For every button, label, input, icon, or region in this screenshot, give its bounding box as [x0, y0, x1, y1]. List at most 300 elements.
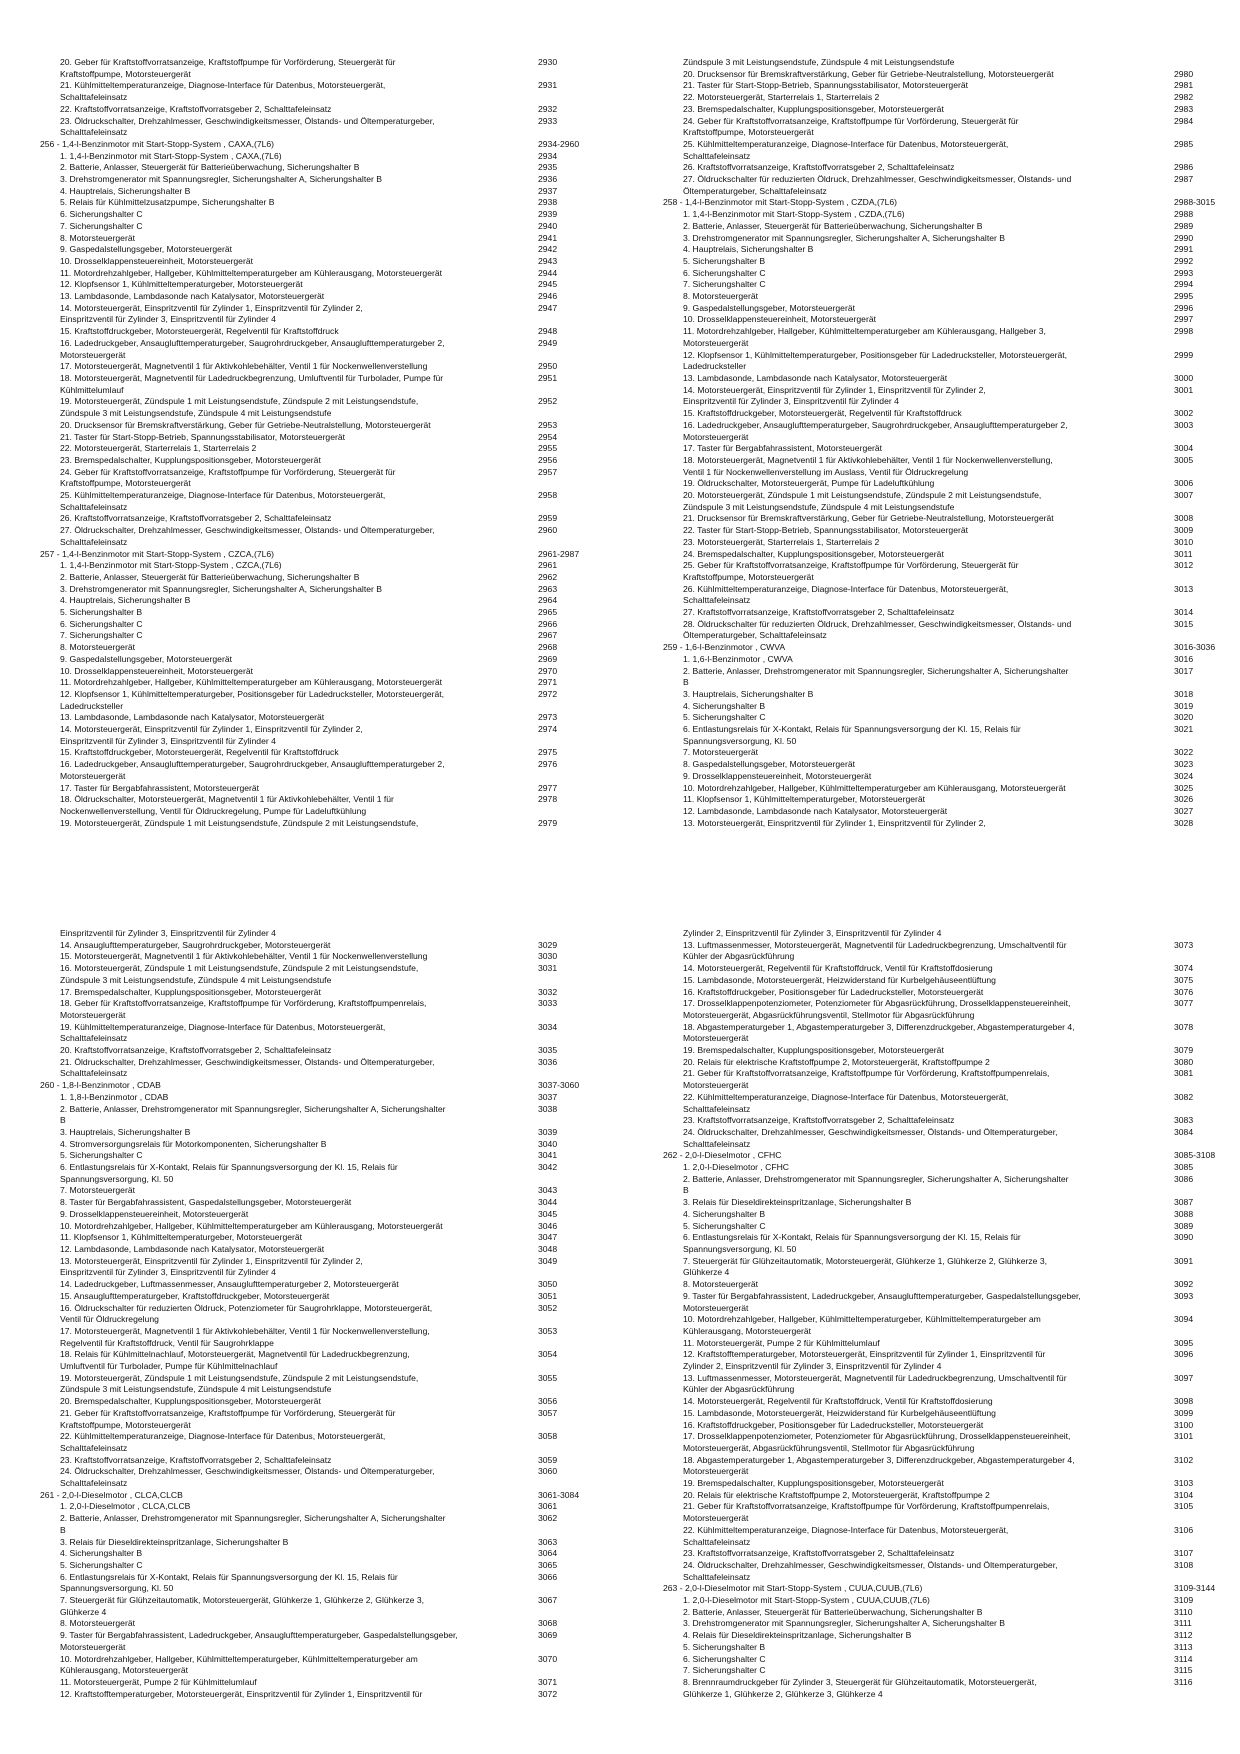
index-entry: [60, 1396, 558, 1408]
entry-text: 18. Relais für Kühlmittelnachlauf, Motorsteuergerät, Magnetventil für Ladedruckbegrenzung,: [60, 1349, 410, 1360]
index-entry: [683, 963, 1194, 975]
entry-page-number: 3015: [1174, 618, 1194, 629]
entry-text: 14. Motorsteuergerät, Regelventil für Kraftstoffdruck, Ventil für Kraftstoffdosierung: [683, 963, 993, 974]
entry-page-number: 3049: [538, 1255, 558, 1266]
index-entry: [60, 1220, 558, 1233]
entry-page-number: 3114: [1174, 1653, 1193, 1664]
index-entry: [60, 607, 558, 619]
section-page-range: 3016-3036: [1174, 642, 1216, 653]
entry-page-number: 3002: [1174, 408, 1194, 419]
entry-page-number: 3014: [1174, 607, 1194, 618]
index-entry: [683, 186, 1133, 198]
entry-page-number: 3042: [538, 1162, 558, 1173]
entry-text: Spannungsversorgung, Kl. 50: [683, 1243, 797, 1254]
index-entry: [683, 1513, 1133, 1525]
entry-page-number: 3074: [1174, 963, 1194, 974]
index-entry: [60, 408, 500, 420]
entry-text: 9. Gaspedalstellungsgeber, Motorsteuergerät: [683, 302, 855, 313]
entry-page-number: 3075: [1174, 974, 1194, 985]
entry-page-number: 2930: [538, 57, 558, 67]
entry-page-number: 3082: [1174, 1091, 1194, 1102]
entry-page-number: 2935: [538, 162, 558, 173]
index-entry: [60, 951, 558, 963]
entry-text: Motorsteuergerät: [683, 1302, 749, 1313]
entry-text: 5. Relais für Kühlmittelzusatzpumpe, Sicherungshalter B: [60, 197, 275, 208]
entry-text: Motorsteuergerät: [683, 337, 749, 348]
entry-page-number: 3072: [538, 1688, 558, 1699]
entry-page-number: 2973: [538, 712, 558, 723]
entry-text: 27. Öldruckschalter, Drehzahlmesser, Geschwindigkeitsmesser, Ölstands- und Öltemperaturgeber,: [60, 525, 435, 536]
index-entry: [683, 1056, 1194, 1069]
entry-text: 20. Relais für elektrische Kraftstoffpumpe 2, Motorsteuergerät, Kraftstoffpumpe 2: [683, 1056, 990, 1067]
index-column-right: [663, 928, 1216, 1700]
entry-text: 12. Kraftstofftemperaturgeber, Motorsteuergerät, Einspritzventil für Zylinder 1, Einspritzventil für: [60, 1688, 423, 1699]
index-entry: [60, 1525, 500, 1537]
entry-text: Schalttafeleinsatz: [683, 150, 751, 161]
index-entry: [683, 1080, 1133, 1092]
entry-text: Motorsteuergerät: [683, 431, 749, 442]
index-entry: [683, 1173, 1194, 1186]
entry-text: 22. Kraftstoffvorratsanzeige, Kraftstoffvorratsgeber 2, Schalttafeleinsatz: [60, 103, 332, 114]
entry-text: 1. 1,4-l-Benzinmotor mit Start-Stopp-System , CAXA,(7L6): [60, 150, 282, 161]
entry-text: Kühlerausgang, Motorsteuergerät: [683, 1325, 812, 1336]
entry-page-number: 3102: [1174, 1454, 1194, 1465]
index-entry: [60, 396, 558, 408]
entry-text: 23. Kraftstoffvorratsanzeige, Kraftstoffvorratsgeber 2, Schalttafeleinsatz: [60, 1454, 332, 1465]
index-entry: [60, 1677, 558, 1689]
index-entry: [683, 467, 1133, 479]
index-entry: [683, 630, 1133, 642]
entry-text: 20. Motorsteuergerät, Zündspule 1 mit Leistungsendstufe, Zündspule 2 mit Leistungsendstufe,: [683, 490, 1042, 501]
entry-text: 11. Motordrehzahlgeber, Hallgeber, Kühlmitteltemperaturgeber am Kühlerausgang, Motorsteuergerät: [60, 267, 443, 278]
index-entry: [683, 1630, 1193, 1642]
entry-text: Zündspule 3 mit Leistungsendstufe, Zündspule 4 mit Leistungsendstufe: [60, 974, 332, 985]
entry-page-number: 2987: [1174, 174, 1194, 185]
index-entry: [683, 443, 1194, 455]
entry-page-number: 3104: [1174, 1489, 1194, 1500]
entry-text: 9. Gaspedalstellungsgeber, Motorsteuergerät: [60, 653, 232, 664]
entry-text: Zylinder 2, Einspritzventil für Zylinder 3, Einspritzventil für Zylinder 4: [683, 928, 942, 938]
index-entry: [683, 174, 1194, 186]
entry-text: 19. Kühlmitteltemperaturanzeige, Diagnose-Interface für Datenbus, Motorsteuergerät,: [60, 1021, 386, 1032]
index-entry: [683, 536, 1194, 549]
entry-page-number: 2985: [1174, 138, 1194, 149]
entry-text: 19. Motorsteuergerät, Zündspule 1 mit Leistungsendstufe, Zündspule 2 mit Leistungsendstufe,: [60, 817, 419, 828]
index-entry: [60, 1513, 558, 1525]
index-entry: [60, 454, 558, 467]
index-entry: [60, 963, 558, 975]
entry-text: 7. Sicherungshalter C: [683, 279, 766, 290]
entry-text: 21. Kühlmitteltemperaturanzeige, Diagnose-Interface für Datenbus, Motorsteuergerät,: [60, 80, 386, 91]
entry-text: 4. Stromversorgungsrelais für Motorkomponenten, Sicherungshalter B: [60, 1138, 327, 1149]
entry-page-number: 3077: [1174, 998, 1194, 1009]
entry-text: Motorsteuergerät: [683, 1513, 749, 1524]
index-entry: [60, 1548, 558, 1560]
index-entry: [60, 1583, 500, 1595]
section-page-range: 3109-3144: [1174, 1583, 1216, 1594]
entry-text: 5. Sicherungshalter B: [60, 607, 143, 618]
index-entry: [60, 337, 558, 350]
entry-text: 19. Bremspedalschalter, Kupplungspositionsgeber, Motorsteuergerät: [683, 1045, 944, 1056]
entry-text: 17. Drosselklappenpotenziometer, Potenziometer für Abgasrückführung, Drosselklappensteuereinheit,: [683, 1431, 1071, 1442]
entry-page-number: 2949: [538, 337, 558, 348]
index-entry: [683, 384, 1194, 397]
index-entry: [60, 209, 558, 221]
index-entry: [683, 1466, 1133, 1478]
index-entry: [60, 771, 500, 783]
entry-page-number: 3070: [538, 1653, 558, 1664]
entry-page-number: 2957: [538, 466, 558, 477]
entry-page-number: 2953: [538, 419, 558, 430]
entry-text: 19. Motorsteuergerät, Zündspule 1 mit Leistungsendstufe, Zündspule 2 mit Leistungsendstufe,: [60, 396, 419, 407]
index-entry: [683, 1524, 1194, 1537]
entry-text: 18. Abgastemperaturgeber 1, Abgastemperaturgeber 3, Differenzdruckgeber, Abgastemperaturgeber 4,: [683, 1021, 1075, 1032]
entry-text: 10. Drosselklappensteuereinheit, Motorsteuergerät: [60, 665, 253, 676]
entry-text: 10. Motordrehzahlgeber, Hallgeber, Kühlmitteltemperaturgeber am Kühlerausgang, Motorsteuergerät: [60, 1220, 443, 1231]
entry-text: 6. Sicherungshalter C: [60, 618, 143, 629]
entry-page-number: 3047: [538, 1232, 558, 1243]
index-entry: [683, 525, 1194, 537]
index-entry: [60, 1642, 500, 1654]
entry-page-number: 2989: [1174, 220, 1194, 231]
entry-text: 12. Kraftstofftemperaturgeber, Motorsteuergerät, Einspritzventil für Zylinder 1, Einspritzventil für: [683, 1349, 1046, 1360]
index-entry: [60, 326, 558, 338]
entry-page-number: 2945: [538, 279, 558, 290]
index-entry: [60, 1033, 500, 1045]
entry-page-number: 3105: [1174, 1501, 1194, 1512]
index-entry: [60, 1279, 558, 1291]
entry-text: Schalttafeleinsatz: [60, 1478, 128, 1489]
entry-page-number: 2971: [538, 677, 558, 688]
entry-text: Zylinder 2, Einspritzventil für Zylinder 3, Einspritzventil für Zylinder 4: [683, 1361, 942, 1372]
entry-text: 2. Batterie, Anlasser, Steuergerät für Batterieüberwachung, Sicherungshalter B: [683, 220, 983, 231]
entry-text: 21. Drucksensor für Bremskraftverstärkung, Geber für Getriebe-Neutralstellung, Motorsteuergerät: [683, 513, 1054, 524]
index-entry: [60, 115, 558, 128]
index-entry: [60, 736, 500, 748]
entry-page-number: 3060: [538, 1466, 558, 1477]
entry-text: 25. Kühlmitteltemperaturanzeige, Diagnose-Interface für Datenbus, Motorsteuergerät,: [60, 490, 386, 501]
entry-page-number: 3069: [538, 1630, 558, 1641]
index-entry: [683, 618, 1194, 631]
index-entry: [60, 279, 558, 291]
entry-page-number: 3083: [1174, 1115, 1194, 1126]
entry-page-number: 3090: [1174, 1232, 1194, 1243]
entry-page-number: 3031: [538, 963, 558, 974]
entry-text: Motorsteuergerät: [60, 1641, 126, 1652]
entry-text: 11. Motorsteuergerät, Pumpe 2 für Kühlmittelumlauf: [683, 1337, 880, 1348]
index-entry: [683, 794, 1194, 806]
entry-page-number: 3013: [1174, 583, 1194, 594]
section-heading: [663, 1583, 1216, 1595]
entry-text: 11. Klopfsensor 1, Kühlmitteltemperaturgeber, Motorsteuergerät: [60, 1232, 303, 1243]
entry-page-number: 3007: [1174, 490, 1194, 501]
index-entry: [683, 419, 1194, 432]
entry-text: 12. Lambdasonde, Lambdasonde nach Katalysator, Motorsteuergerät: [60, 1243, 325, 1254]
index-entry: [60, 1361, 500, 1373]
index-entry: [60, 817, 558, 830]
entry-text: Motorsteuergerät: [683, 1466, 749, 1477]
entry-page-number: 2946: [538, 291, 558, 302]
entry-page-number: 2981: [1174, 80, 1194, 91]
index-entry: [60, 1607, 500, 1619]
index-entry: [60, 759, 558, 771]
entry-page-number: 2964: [538, 595, 558, 606]
entry-text: 22. Motorsteuergerät, Starterrelais 1, Starterrelais 2: [60, 443, 257, 454]
index-entry: [683, 700, 1194, 713]
index-entry: [683, 607, 1194, 619]
index-entry: [60, 1045, 558, 1057]
entry-text: Glühkerze 1, Glühkerze 2, Glühkerze 3, Glühkerze 4: [683, 1688, 883, 1699]
index-entry: [683, 279, 1194, 291]
entry-page-number: 2983: [1174, 103, 1194, 114]
index-entry: [60, 1653, 558, 1666]
entry-text: Schalttafeleinsatz: [60, 127, 128, 138]
entry-text: 11. Klopfsensor 1, Kühlmitteltemperaturgeber, Motorsteuergerät: [683, 794, 926, 805]
entry-page-number: 3081: [1174, 1068, 1194, 1079]
entry-page-number: 3023: [1174, 759, 1194, 770]
entry-page-number: 2943: [538, 255, 558, 266]
entry-text: 22. Kühlmitteltemperaturanzeige, Diagnose-Interface für Datenbus, Motorsteuergerät,: [683, 1524, 1009, 1535]
entry-text: 1. 2,0-l-Dieselmotor mit Start-Stopp-System , CUUA,CUUB,(7L6): [683, 1595, 930, 1606]
entry-text: 14. Motorsteuergerät, Einspritzventil für Zylinder 1, Einspritzventil für Zylinder 2,: [60, 302, 363, 313]
entry-text: Einspritzventil für Zylinder 3, Einspritzventil für Zylinder 4: [683, 396, 899, 407]
entry-text: 8. Motorsteuergerät: [683, 291, 758, 302]
section-page-range: 2988-3015: [1174, 197, 1216, 208]
entry-page-number: 3003: [1174, 419, 1194, 430]
entry-page-number: 3098: [1174, 1396, 1194, 1407]
entry-text: 12. Klopfsensor 1, Kühlmitteltemperaturgeber, Positionsgeber für Ladedrucksteller, Motorsteuergerät,: [60, 688, 445, 699]
entry-text: 23. Kraftstoffvorratsanzeige, Kraftstoffvorratsgeber 2, Schalttafeleinsatz: [683, 1548, 955, 1559]
entry-text: 1. 1,6-l-Benzinmotor , CWVA: [683, 653, 793, 664]
entry-text: 13. Motorsteuergerät, Einspritzventil für Zylinder 1, Einspritzventil für Zylinder 2,: [60, 1255, 363, 1266]
entry-page-number: 3085: [1174, 1162, 1194, 1173]
entry-text: Regelventil für Kraftstoffdruck, Ventil für Saugrohrklappe: [60, 1337, 274, 1348]
entry-page-number: 2995: [1174, 291, 1194, 302]
index-entry: [60, 174, 558, 186]
index-entry: [683, 408, 1194, 420]
entry-text: 13. Lambdasonde, Lambdasonde nach Katalysator, Motorsteuergerät: [683, 372, 948, 383]
entry-page-number: 3008: [1174, 513, 1194, 524]
entry-page-number: 2937: [538, 185, 558, 196]
index-entry: [683, 432, 1133, 444]
entry-text: 5. Sicherungshalter C: [683, 712, 766, 723]
index-entry: [60, 525, 558, 537]
index-entry: [683, 151, 1133, 163]
entry-page-number: 3034: [538, 1021, 558, 1032]
entry-page-number: 3040: [538, 1138, 558, 1149]
index-entry: [683, 127, 1133, 139]
index-entry: [683, 232, 1194, 245]
entry-text: 6. Entlastungsrelais für X-Kontakt, Relais für Spannungsversorgung der Kl. 15, Relais für: [60, 1162, 398, 1173]
index-entry: [683, 1431, 1194, 1443]
index-entry: [683, 665, 1194, 678]
index-entry: [60, 1197, 558, 1209]
index-entry: [683, 1185, 1133, 1197]
entry-text: Kraftstoffpumpe, Motorsteuergerät: [683, 571, 814, 582]
index-entry: [683, 1279, 1194, 1291]
index-entry: [683, 1021, 1194, 1034]
entry-text: Kühler der Abgasrückführung: [683, 1384, 795, 1395]
entry-page-number: 3020: [1174, 712, 1194, 723]
entry-text: 1. 2,0-l-Dieselmotor , CFHC: [683, 1162, 790, 1173]
index-entry: [60, 1466, 558, 1478]
entry-text: 21. Taster für Start-Stopp-Betrieb, Spannungsstabilisator, Motorsteuergerät: [683, 80, 969, 91]
index-entry: [683, 747, 1194, 759]
entry-text: Öltemperaturgeber, Schalttafeleinsatz: [683, 630, 827, 641]
index-entry: [683, 68, 1194, 81]
entry-text: 5. Sicherungshalter C: [683, 1220, 766, 1231]
index-entry: [60, 724, 558, 736]
entry-page-number: 2955: [538, 443, 558, 454]
entry-page-number: 3018: [1174, 688, 1194, 699]
index-entry: [683, 1677, 1193, 1689]
entry-page-number: 2965: [538, 607, 558, 618]
entry-page-number: 2991: [1174, 244, 1194, 255]
entry-text: 3. Hauptrelais, Sicherungshalter B: [60, 1126, 191, 1137]
index-block-bottom: [0, 920, 1240, 1754]
entry-page-number: 3044: [538, 1197, 558, 1208]
entry-text: Schalttafeleinsatz: [683, 1138, 751, 1149]
entry-page-number: 2960: [538, 525, 558, 536]
entry-page-number: 3056: [538, 1396, 558, 1407]
index-entry: [683, 267, 1194, 280]
index-entry: [683, 712, 1194, 724]
entry-page-number: 3087: [1174, 1197, 1194, 1208]
index-entry: [60, 350, 500, 362]
index-entry: [60, 443, 558, 455]
entry-page-number: 2939: [538, 209, 558, 220]
entry-text: 6. Sicherungshalter C: [683, 267, 766, 278]
entry-page-number: 3024: [1174, 770, 1194, 781]
entry-text: 10. Drosselklappensteuereinheit, Motorsteuergerät: [60, 255, 253, 266]
index-entry: [60, 939, 558, 952]
entry-page-number: 3088: [1174, 1208, 1194, 1219]
index-entry: [683, 92, 1194, 104]
index-entry: [683, 502, 1133, 514]
index-entry: [683, 349, 1194, 362]
entry-page-number: 3063: [538, 1536, 558, 1547]
entry-page-number: 3071: [538, 1677, 558, 1687]
index-entry: [683, 1162, 1194, 1174]
entry-page-number: 3019: [1174, 700, 1194, 711]
entry-text: 2. Batterie, Anlasser, Drehstromgenerator mit Spannungsregler, Sicherungshalter A, Sicherungshalter: [683, 1173, 1069, 1184]
index-entry: [60, 747, 558, 759]
entry-text: 12. Klopfsensor 1, Kühlmitteltemperaturgeber, Motorsteuergerät: [60, 279, 303, 290]
entry-text: 8. Taster für Bergabfahrassistent, Gaspedalstellungsgeber, Motorsteuergerät: [60, 1197, 352, 1208]
entry-text: 23. Motorsteuergerät, Starterrelais 1, Starterrelais 2: [683, 536, 880, 547]
index-entry: [60, 571, 558, 584]
index-entry: [683, 162, 1194, 174]
entry-page-number: 3112: [1174, 1630, 1193, 1641]
entry-text: 9. Taster für Bergabfahrassistent, Ladedruckgeber, Ansauglufttemperaturgeber, Gaspedalstellungsgeber,: [683, 1290, 1081, 1301]
entry-page-number: 2992: [1174, 255, 1194, 266]
entry-page-number: 3009: [1174, 525, 1194, 536]
entry-page-number: 2986: [1174, 162, 1194, 173]
index-entry: [683, 736, 1133, 748]
entry-text: Schalttafeleinsatz: [60, 1068, 128, 1079]
entry-text: 24. Öldruckschalter, Drehzahlmesser, Geschwindigkeitsmesser, Ölstands- und Öltemperaturgeber,: [60, 1466, 435, 1477]
entry-page-number: 2972: [538, 688, 558, 699]
entry-page-number: 2931: [538, 80, 558, 91]
entry-text: 9. Taster für Bergabfahrassistent, Ladedruckgeber, Ansauglufttemperaturgeber, Gaspedalstellungsgeber,: [60, 1630, 458, 1641]
entry-text: Motorsteuergerät: [60, 1009, 126, 1020]
entry-page-number: 2976: [538, 759, 558, 770]
index-entry: [60, 1501, 558, 1513]
entry-text: 21. Taster für Start-Stopp-Betrieb, Spannungsstabilisator, Motorsteuergerät: [60, 431, 346, 442]
entry-text: Motorsteuergerät: [60, 349, 126, 360]
entry-page-number: 3028: [1174, 817, 1194, 828]
index-entry: [60, 1454, 558, 1467]
index-entry: [683, 1454, 1194, 1467]
entry-text: 7. Motorsteuergerät: [683, 747, 758, 758]
index-entry: [683, 1244, 1133, 1256]
entry-page-number: 3107: [1174, 1548, 1194, 1559]
index-entry: [683, 1303, 1133, 1315]
entry-text: Öltemperaturgeber, Schalttafeleinsatz: [683, 185, 827, 196]
entry-page-number: 2950: [538, 361, 558, 372]
entry-page-number: 3110: [1174, 1606, 1193, 1617]
index-entry: [683, 80, 1194, 92]
entry-text: 2. Batterie, Anlasser, Drehstromgenerator mit Spannungsregler, Sicherungshalter A, Sicherungshalter: [683, 665, 1069, 676]
entry-text: 24. Geber für Kraftstoffvorratsanzeige, Kraftstoffpumpe für Vorförderung, Steuergerät für: [683, 115, 1019, 126]
entry-text: 5. Sicherungshalter B: [683, 1641, 766, 1652]
entry-text: 8. Motorsteuergerät: [60, 1618, 135, 1629]
entry-page-number: 3106: [1174, 1524, 1194, 1535]
entry-page-number: 2958: [538, 490, 558, 501]
entry-text: 17. Drosselklappenpotenziometer, Potenziometer für Abgasrückführung, Drosselklappensteuereinheit,: [683, 998, 1071, 1009]
index-entry: [683, 1033, 1133, 1045]
index-entry: [683, 1396, 1194, 1408]
index-entry: [683, 1559, 1194, 1572]
index-entry: [683, 1548, 1194, 1560]
index-entry: [60, 630, 558, 642]
entry-text: 9. Gaspedalstellungsgeber, Motorsteuergerät: [60, 244, 232, 255]
section-page-range: 3085-3108: [1174, 1150, 1216, 1161]
entry-text: Einspritzventil für Zylinder 3, Einspritzventil für Zylinder 4: [60, 735, 276, 746]
entry-text: Einspritzventil für Zylinder 3, Einspritzventil für Zylinder 4: [60, 314, 276, 325]
entry-page-number: 3062: [538, 1513, 558, 1524]
entry-text: 15. Kraftstoffdruckgeber, Motorsteuergerät, Regelventil für Kraftstoffdruck: [60, 747, 339, 758]
index-entry: [60, 595, 558, 607]
entry-page-number: 3079: [1174, 1045, 1194, 1056]
entry-text: Zündspule 3 mit Leistungsendstufe, Zündspule 4 mit Leistungsendstufe: [60, 408, 332, 419]
index-entry: [60, 1010, 500, 1022]
entry-text: 16. Öldruckschalter für reduzierten Öldruck, Potenziometer für Saugrohrklappe, Motorsteuergerät,: [60, 1302, 433, 1313]
entry-text: Umluftventil für Turbolader, Pumpe für Kühlmittelnachlauf: [60, 1361, 278, 1372]
entry-page-number: 3095: [1174, 1337, 1194, 1348]
entry-page-number: 2988: [1174, 209, 1194, 220]
index-entry: [683, 1115, 1194, 1127]
index-entry: [683, 1337, 1194, 1350]
entry-text: 17. Taster für Bergabfahrassistent, Motorsteuergerät: [60, 782, 260, 793]
index-entry: [683, 986, 1194, 999]
index-entry: [60, 1126, 558, 1139]
entry-text: 21. Geber für Kraftstoffvorratsanzeige, Kraftstoffpumpe für Vorförderung, Kraftstoffpumpenrelais,: [683, 1501, 1050, 1512]
entry-page-number: 3086: [1174, 1173, 1194, 1184]
index-entry: [683, 1689, 1133, 1701]
section-heading: [663, 1150, 1216, 1162]
index-entry: [60, 1349, 558, 1361]
entry-text: 24. Geber für Kraftstoffvorratsanzeige, Kraftstoffpumpe für Vorförderung, Steuergerät für: [60, 466, 396, 477]
entry-text: Motorsteuergerät, Abgasrückführungsventil, Stellmotor für Abgasrückführung: [683, 1009, 975, 1020]
index-entry: [683, 1010, 1133, 1022]
index-entry: [683, 302, 1194, 315]
entry-page-number: 3096: [1174, 1349, 1194, 1360]
entry-text: Schalttafeleinsatz: [683, 1571, 751, 1582]
entry-text: Ladedrucksteller: [683, 361, 747, 372]
index-entry: [60, 69, 500, 81]
entry-text: 20. Relais für elektrische Kraftstoffpumpe 2, Motorsteuergerät, Kraftstoffpumpe 2: [683, 1489, 990, 1500]
